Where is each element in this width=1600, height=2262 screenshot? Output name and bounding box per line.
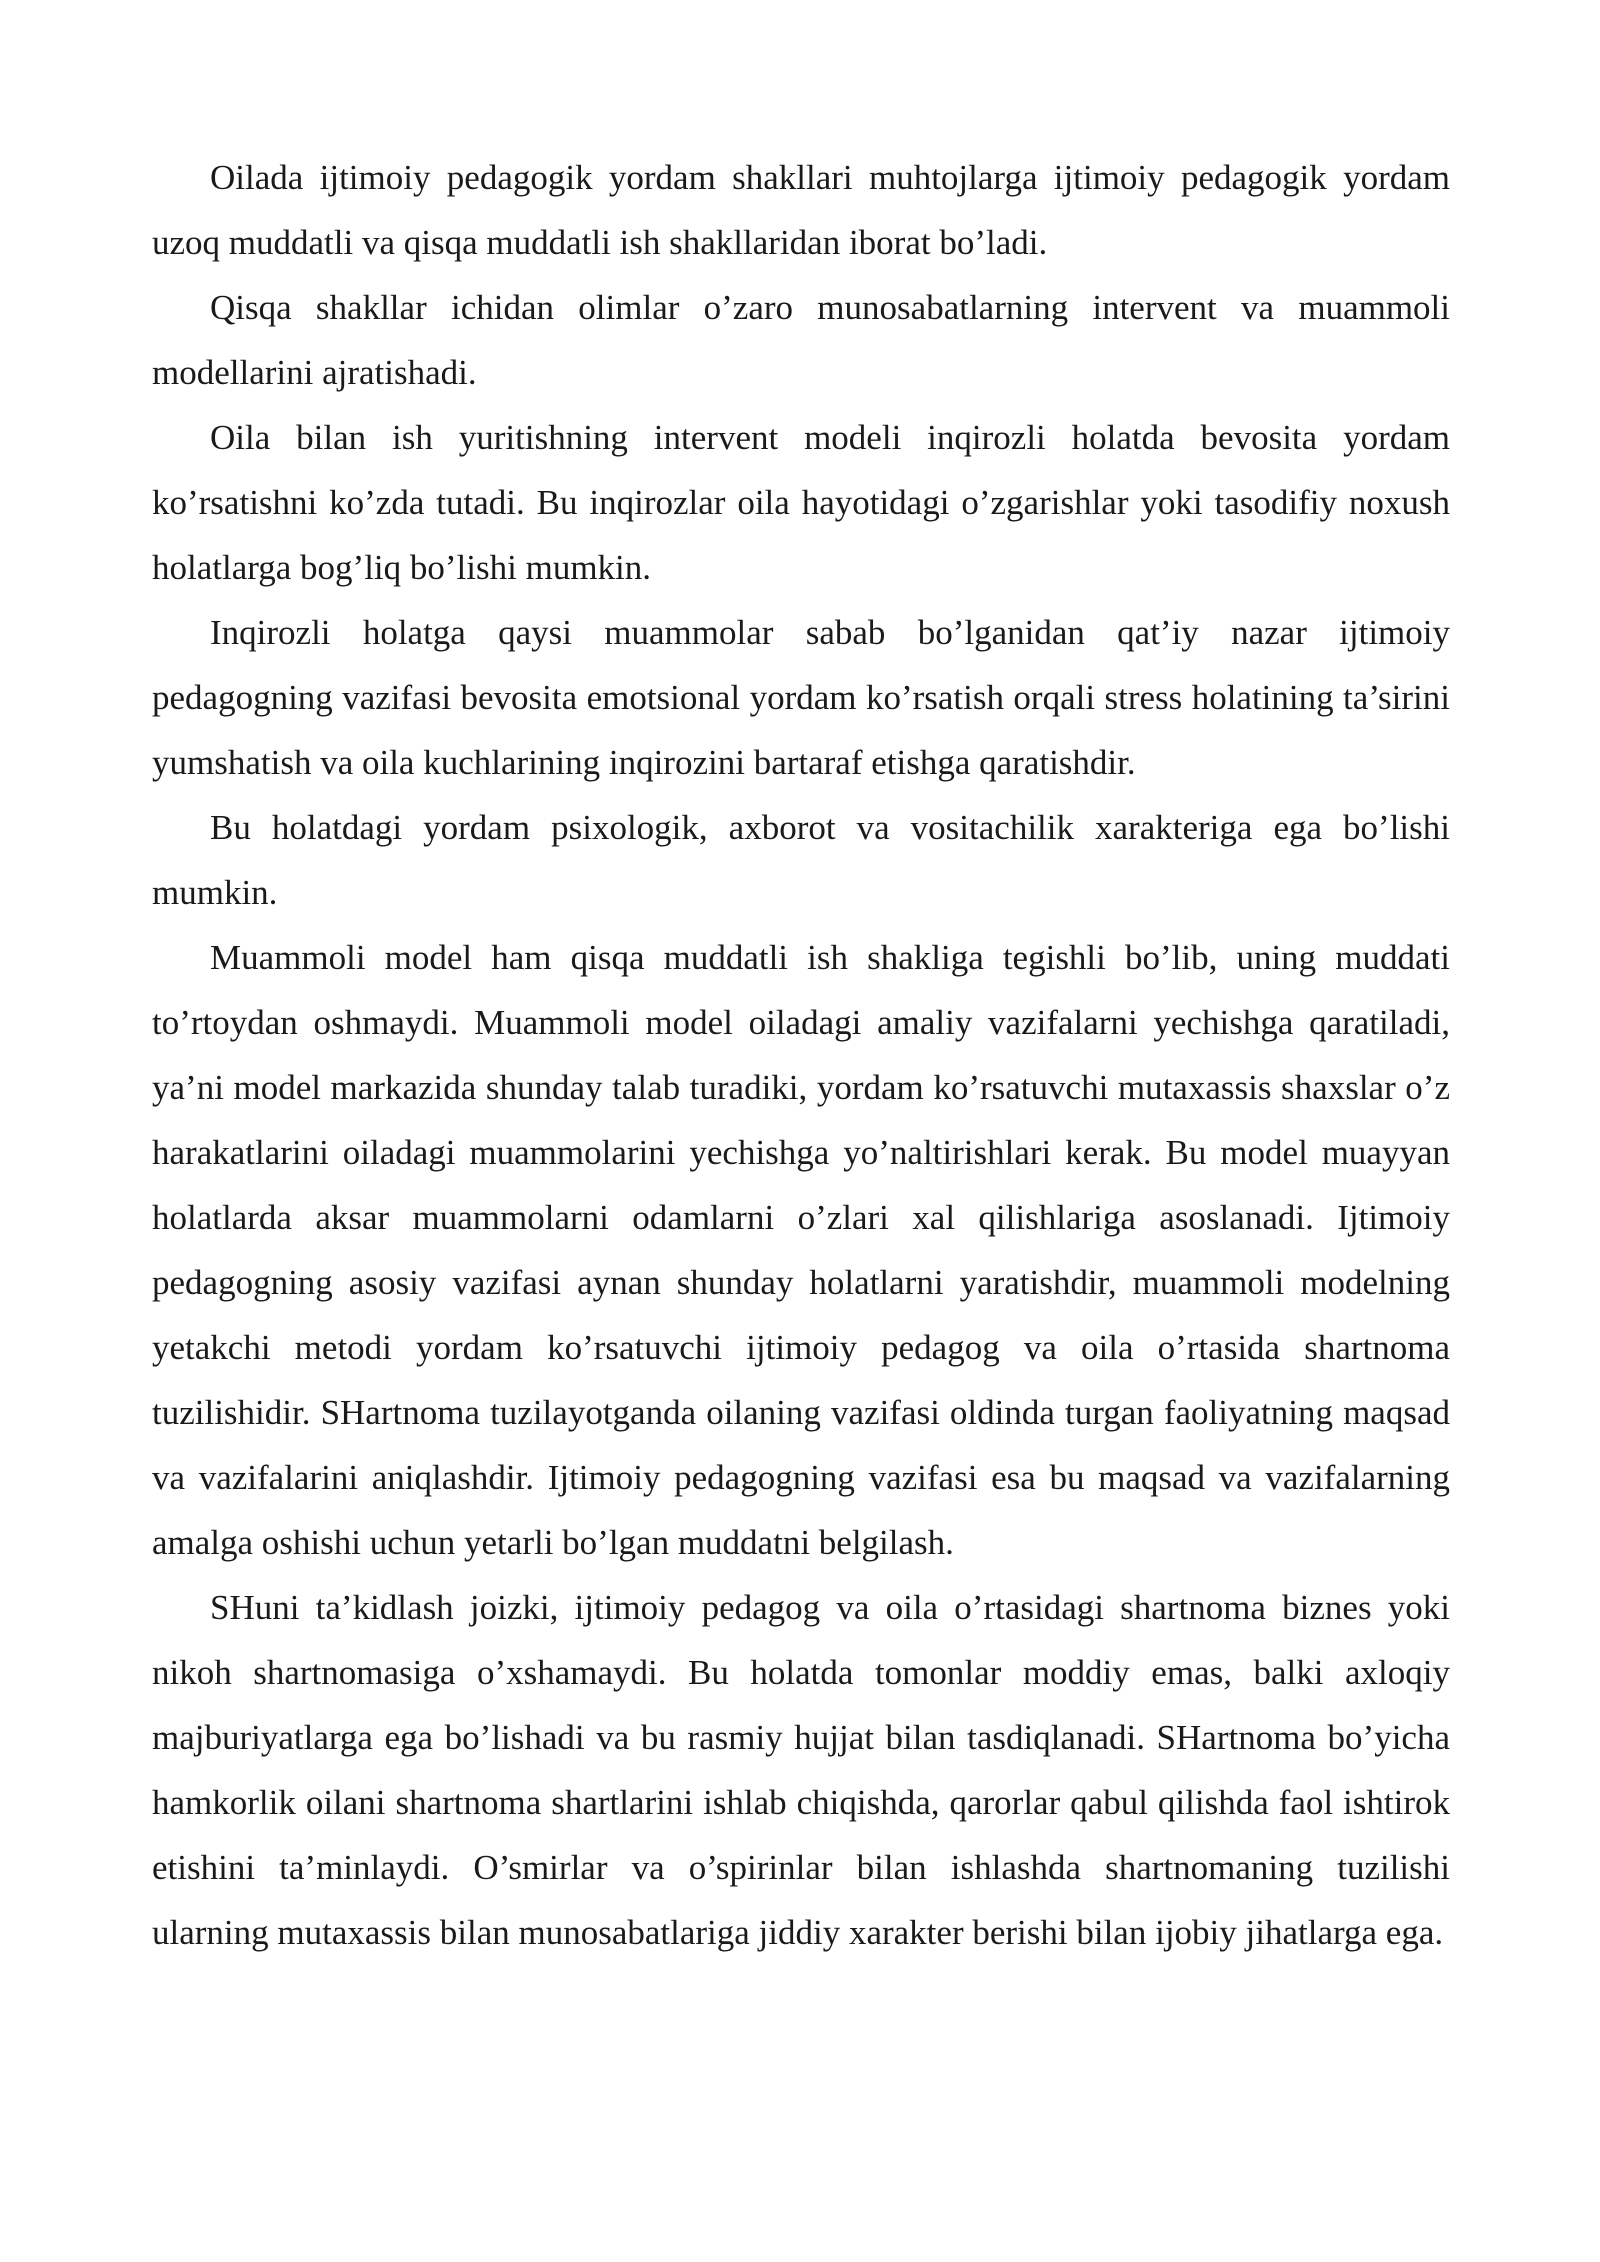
paragraph-1: Oilada ijtimoiy pedagogik yordam shakllari muhtojlarga ijtimoiy pedagogik yordam uzoq muddatli va qisqa muddatli ish shakllaridan iborat bo’ladi.	[152, 158, 1450, 262]
document-body	[152, 145, 1450, 1965]
paragraph-2: Qisqa shakllar ichidan olimlar o’zaro munosabatlarning intervent va muammoli modellarini ajratishadi.	[152, 288, 1450, 392]
paragraph-4: Inqirozli holatga qaysi muammolar sabab bo’lganidan qat’iy nazar ijtimoiy pedagogning vazifasi bevosita emotsional yordam ko’rsatish orqali stress holatining ta’sirini yumshatish va oila kuchlarining inqirozini bartaraf etishga qaratishdir.	[152, 613, 1450, 782]
paragraph-5: Bu holatdagi yordam psixologik, axborot va vositachilik xarakteriga ega bo’lishi mumkin.	[152, 808, 1450, 912]
paragraph-3: Oila bilan ish yuritishning intervent modeli inqirozli holatda bevosita yordam ko’rsatishni ko’zda tutadi. Bu inqirozlar oila hayotidagi o’zgarishlar yoki tasodifiy noxush holatlarga bog’liq bo’lishi mumkin.	[152, 418, 1450, 587]
paragraph-7: SHuni ta’kidlash joizki, ijtimoiy pedagog va oila o’rtasidagi shartnoma biznes yoki nikoh shartnomasiga o’xshamaydi. Bu holatda tomonlar moddiy emas, balki axloqiy majburiyatlarga ega bo’lishadi va bu rasmiy hujjat bilan tasdiqlanadi. SHartnoma bo’yicha hamkorlik oilani shartnoma shartlarini ishlab chiqishda, qarorlar qabul qilishda faol ishtirok etishini ta’minlaydi. O’smirlar va o’spirinlar bilan ishlashda shartnomaning tuzilishi ularning mutaxassis bilan munosabatlariga jiddiy xarakter berishi bilan ijobiy jihatlarga ega.	[152, 1588, 1450, 1952]
paragraph-6: Muammoli model ham qisqa muddatli ish shakliga tegishli bo’lib, uning muddati to’rtoydan oshmaydi. Muammoli model oiladagi amaliy vazifalarni yechishga qaratiladi, ya’ni model markazida shunday talab turadiki, yordam ko’rsatuvchi mutaxassis shaxslar o’z harakatlarini oiladagi muammolarini yechishga yo’naltirishlari kerak. Bu model muayyan holatlarda aksar muammolarni odamlarni o’zlari xal qilishlariga asoslanadi. Ijtimoiy pedagogning asosiy vazifasi aynan shunday holatlarni yaratishdir, muammoli modelning yetakchi metodi yordam ko’rsatuvchi ijtimoiy pedagog va oila o’rtasida shartnoma tuzilishidir. SHartnoma tuzilayotganda oilaning vazifasi oldinda turgan faoliyatning maqsad va vazifalarini aniqlashdir. Ijtimoiy pedagogning vazifasi esa bu maqsad va vazifalarning amalga oshishi uchun yetarli bo’lgan muddatni belgilash.	[152, 938, 1450, 1562]
